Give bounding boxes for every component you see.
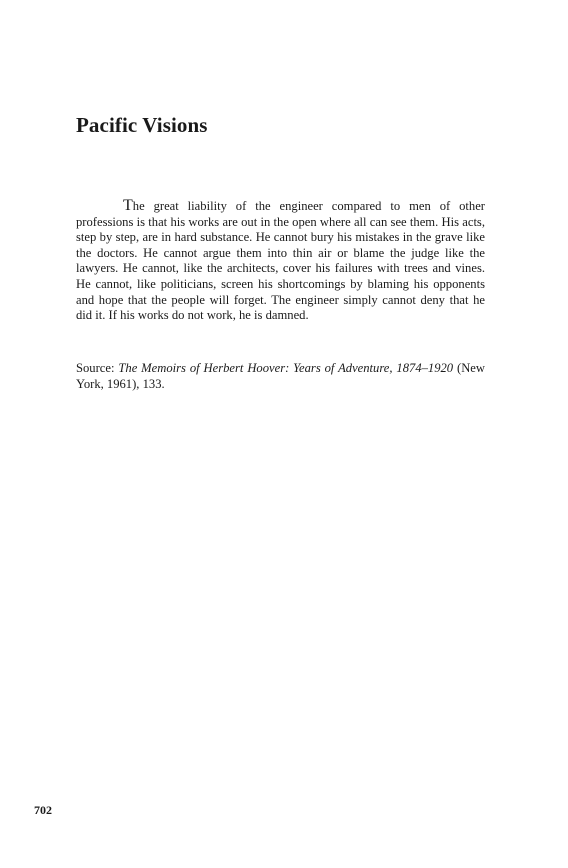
- quote-initial-letter: T: [123, 197, 133, 214]
- source-label: Source:: [76, 361, 115, 375]
- source-details: (New York, 1961), 133.: [76, 361, 485, 391]
- page-title: Pacific Visions: [76, 113, 208, 137]
- quote-paragraph: [76, 198, 485, 324]
- quote-text: he great liability of the engineer compared to men of other professions is that his works are out in the open where all can see them. His acts, step by step, are in hard substance. He cannot bury his mistakes in the grave like the doctors. He cannot argue them into thin air or blame the judge like the lawyers. He cannot, like the architects, cover his failures with trees and vines. He cannot, like politicians, screen his shortcomings by blaming his opponents and hope that the people will forget. The engineer simply cannot deny that he did it. If his works do not work, he is damned.: [76, 199, 485, 323]
- source-book-title: The Memoirs of Herbert Hoover: Years of Adventure, 1874–1920: [118, 361, 454, 375]
- page-number: 702: [34, 803, 52, 817]
- source-citation: [76, 361, 485, 392]
